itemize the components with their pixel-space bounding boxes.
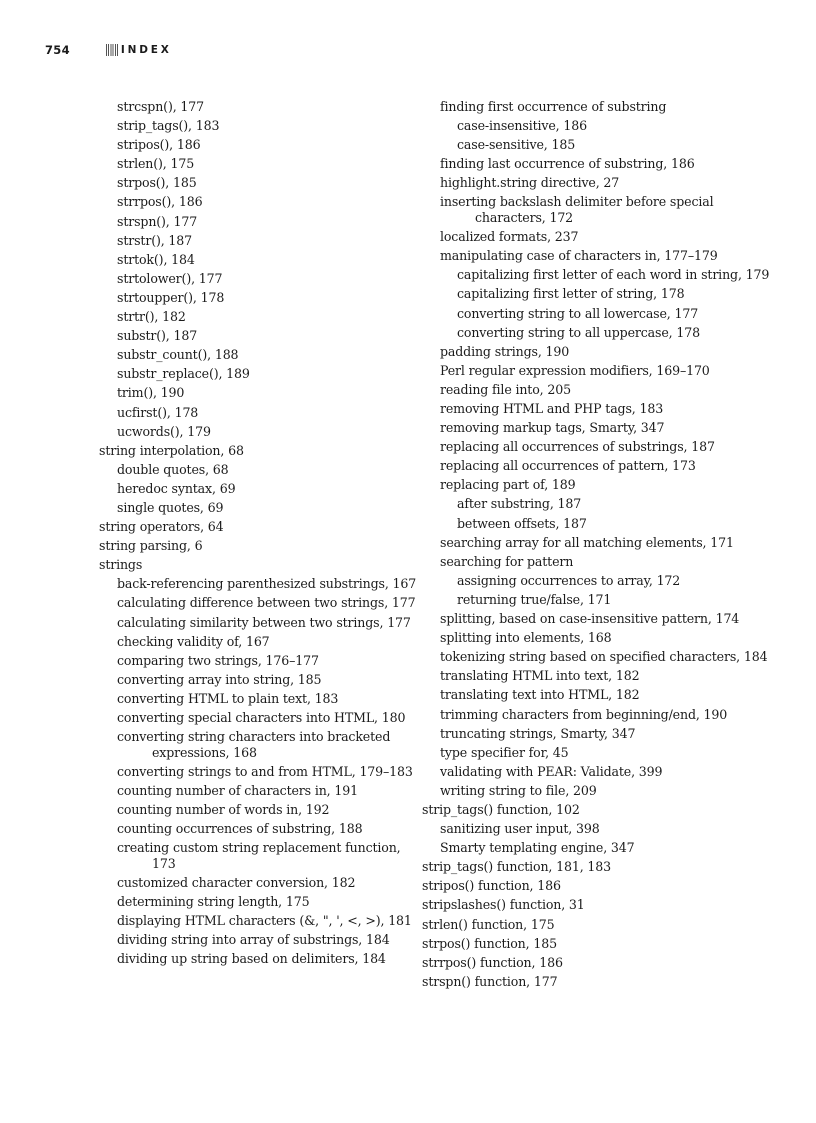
index-subentry: strip_tags(), 183 [117,118,220,134]
index-subentry: validating with PEAR: Validate, 399 [440,763,663,779]
index-subentry: counting occurrences of substring, 188 [117,821,363,837]
index-subentry: ucfirst(), 178 [117,404,199,420]
index-subentry: tokenizing string based on specified characters, 184 [440,649,768,665]
index-subentry: after substring, 187 [457,496,582,512]
index-subentry: replacing part of, 189 [440,477,576,493]
index-subentry: strlen(), 175 [117,156,195,172]
index-subentry: strrpos(), 186 [117,194,203,210]
header-ornament-icon [106,44,118,56]
index-subentry: customized character conversion, 182 [117,874,356,890]
index-entry: string operators, 64 [99,519,224,535]
index-subentry: between offsets, 187 [457,515,587,531]
index-subentry: strtok(), 184 [117,251,195,267]
index-subentry: strtr(), 182 [117,309,186,325]
index-subentry: counting number of words in, 192 [117,801,330,817]
index-subentry: assigning occurrences to array, 172 [457,572,681,588]
index-entry: stripslashes() function, 31 [422,897,585,913]
index-subentry: replacing all occurrences of substrings, 187 [440,439,715,455]
index-subentry: sanitizing user input, 398 [440,821,600,837]
index-subentry: strtoupper(), 178 [117,289,225,305]
index-entry: strspn() function, 177 [422,973,558,989]
index-subentry: translating text into HTML, 182 [440,687,640,703]
index-subentry: strcspn(), 177 [117,99,205,114]
index-subentry: converting HTML to plain text, 183 [117,690,339,706]
index-subentry: case-sensitive, 185 [457,137,576,153]
index-subentry: dividing up string based on delimiters, 184 [117,951,386,967]
index-subentry: truncating strings, Smarty, 347 [440,725,636,741]
page-header [45,42,172,58]
index-column-left [99,99,419,970]
index-subentry: writing string to file, 209 [440,782,597,798]
index-subentry: strspn(), 177 [117,213,198,229]
index-subentry: counting number of characters in, 191 [117,782,358,798]
index-subentry: manipulating case of characters in, 177–179 [440,248,718,264]
index-subentry: determining string length, 175 [117,893,310,909]
index-subentry: capitalizing first letter of string, 178 [457,286,685,302]
index-entry: string interpolation, 68 [99,442,244,458]
index-subentry: removing HTML and PHP tags, 183 [440,401,664,416]
index-subentry: ucwords(), 179 [117,423,211,439]
index-subentry: replacing all occurrences of pattern, 173 [440,458,696,474]
index-subentry: creating custom string replacement function, 173 [117,840,401,871]
index-subentry: substr_replace(), 189 [117,366,250,382]
index-subentry: searching array for all matching elements, 171 [440,534,734,550]
index-subentry: trim(), 190 [117,385,185,401]
index-subentry: strtolower(), 177 [117,270,223,286]
index-subentry: reading file into, 205 [440,381,571,397]
index-subentry: case-insensitive, 186 [457,118,587,134]
page-number: 754 [45,43,70,57]
index-subentry: padding strings, 190 [440,343,570,359]
index-subentry: single quotes, 69 [117,499,224,515]
index-subentry: localized formats, 237 [440,229,579,245]
index-subentry: converting strings to and from HTML, 179–183 [117,763,413,779]
index-entry: strlen() function, 175 [422,916,555,932]
index-entry: strings [99,557,143,573]
index-subentry: substr(), 187 [117,328,198,344]
section-title: INDEX [120,44,172,56]
index-entry: strip_tags() function, 181, 183 [422,859,612,875]
index-subentry: Perl regular expression modifiers, 169–170 [440,362,710,378]
index-subentry: converting special characters into HTML, 180 [117,710,406,725]
index-subentry: finding last occurrence of substring, 186 [440,156,695,172]
index-subentry: searching for pattern [440,553,574,569]
index-subentry: splitting, based on case-insensitive pattern, 174 [440,611,740,627]
index-subentry: displaying HTML characters (&, ", ', <, >), 181 [117,913,412,929]
index-subentry: strpos(), 185 [117,175,197,191]
index-subentry: translating HTML into text, 182 [440,668,640,684]
index-subentry: converting string to all uppercase, 178 [457,324,700,340]
index-subentry: trimming characters from beginning/end, 190 [440,706,728,722]
index-subentry: heredoc syntax, 69 [117,480,236,496]
index-subentry: type specifier for, 45 [440,744,569,760]
index-subentry: converting string characters into bracketed expressions, 168 [117,729,391,760]
index-subentry: splitting into elements, 168 [440,630,612,646]
index-subentry: back-referencing parenthesized substrings, 167 [117,576,417,592]
index-subentry: Smarty templating engine, 347 [440,840,635,856]
index-subentry: substr_count(), 188 [117,347,239,363]
index-entry: strrpos() function, 186 [422,954,563,970]
index-subentry: capitalizing first letter of each word in string, 179 [457,267,770,283]
index-subentry: calculating similarity between two strings, 177 [117,614,411,630]
index-subentry: strstr(), 187 [117,232,193,248]
index-subentry: converting array into string, 185 [117,671,322,687]
index-subentry: stripos(), 186 [117,137,201,153]
index-entry: stripos() function, 186 [422,878,561,894]
index-entry: strpos() function, 185 [422,935,557,951]
index-subentry: comparing two strings, 176–177 [117,652,319,668]
index-subentry: removing markup tags, Smarty, 347 [440,420,665,436]
index-subentry: checking validity of, 167 [117,633,270,649]
index-subentry: highlight.string directive, 27 [440,175,620,191]
index-subentry: finding first occurrence of substring [440,99,667,114]
index-column-right [422,99,782,993]
index-subentry: calculating difference between two strings, 177 [117,595,416,611]
index-subentry: converting string to all lowercase, 177 [457,305,699,321]
index-subentry: dividing string into array of substrings, 184 [117,932,390,948]
index-entry: strip_tags() function, 102 [422,801,580,817]
index-subentry: returning true/false, 171 [457,591,612,607]
index-subentry: double quotes, 68 [117,461,229,477]
index-entry: string parsing, 6 [99,538,203,554]
index-subentry: inserting backslash delimiter before special characters, 172 [440,194,714,226]
